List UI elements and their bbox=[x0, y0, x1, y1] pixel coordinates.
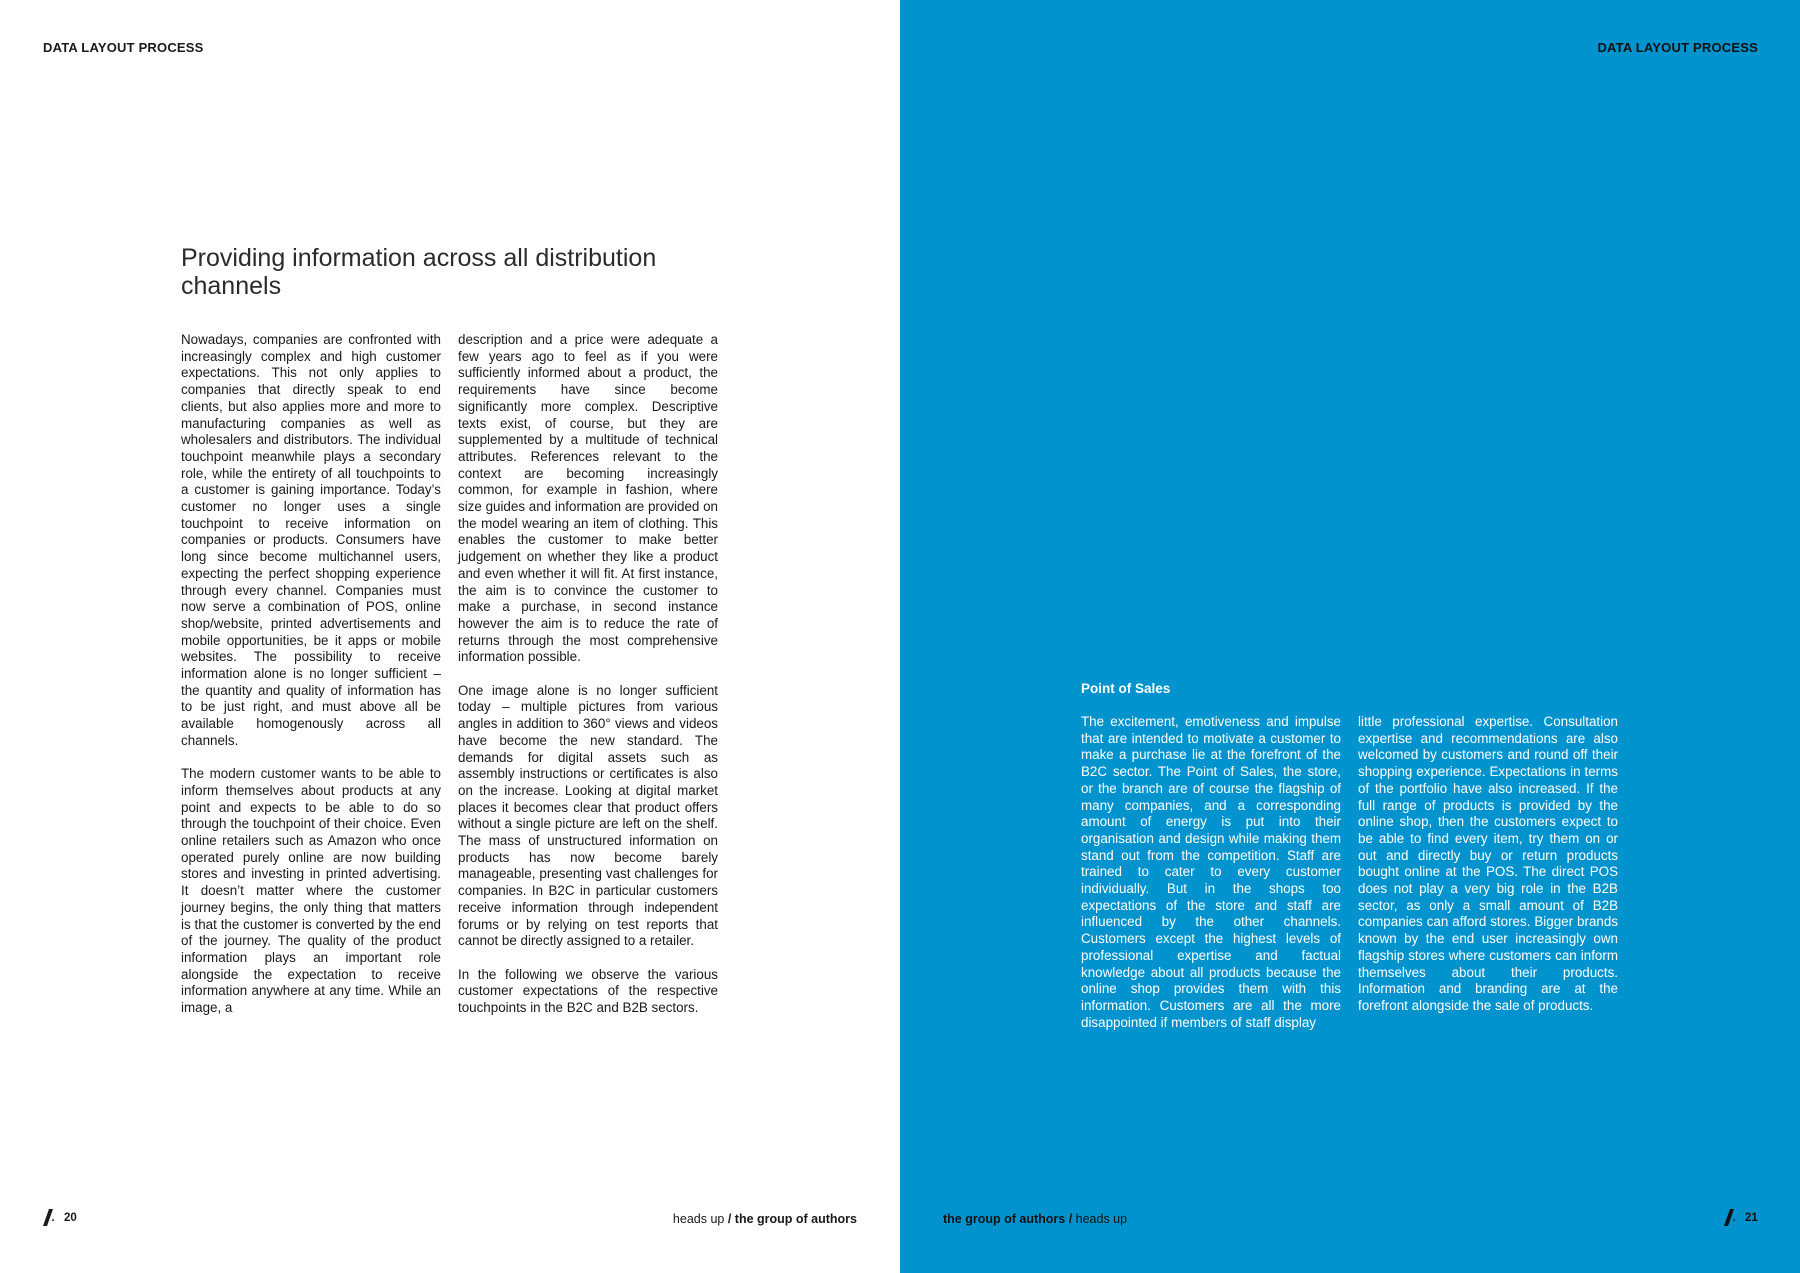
footer-credit bbox=[943, 1212, 1127, 1226]
page-headline: Providing information across all distribution channels bbox=[181, 244, 657, 300]
footer-light-text: heads up bbox=[1075, 1212, 1128, 1226]
paragraph: One image alone is no longer sufficient today – multiple pictures from various angles in addition to 360° views and videos have become the new standard. The demands for digital assets such as assembly instructions or certificates is also on the increase. Looking at digital market places it becomes clear that product offers without a single picture are left on the shelf. The mass of unstructured information on products has now become barely manageable, presenting vast challenges for companies. In B2C in particular customers receive information through independent forums or by relying on test reports that cannot be directly assigned to a retailer. bbox=[458, 682, 718, 949]
slash-logo-icon bbox=[43, 1209, 57, 1226]
section-title: Point of Sales bbox=[1081, 681, 1171, 696]
slash-logo-icon bbox=[1724, 1209, 1738, 1226]
right-page bbox=[900, 0, 1800, 1273]
running-head: DATA LAYOUT PROCESS bbox=[43, 40, 204, 55]
page-number: 20 bbox=[64, 1212, 77, 1224]
paragraph: The modern customer wants to be able to inform themselves about products at any point and expects to be able to do so through the touchpoint of their choice. Even online retailers such as Amazon who once operated purely online are now building stores and investing in printed advertising. It doesn’t matter where the customer journey begins, the only thing that matters is that the customer is converted by the end of the journey. The quality of the product information plays an important role alongside the expectation to receive information anywhere at any time. While an image, a bbox=[181, 766, 441, 1016]
running-head: DATA LAYOUT PROCESS bbox=[1597, 40, 1758, 55]
footer-separator: / bbox=[724, 1212, 735, 1226]
footer-light-text: heads up bbox=[672, 1212, 725, 1226]
paragraph: In the following we observe the various customer expectations of the respective touchpoints in the B2C and B2B sectors. bbox=[458, 966, 718, 1016]
footer-bold-text: the group of authors bbox=[734, 1212, 857, 1226]
footer-credit bbox=[673, 1212, 857, 1226]
text-column-2 bbox=[1358, 714, 1618, 1015]
text-column-1 bbox=[181, 332, 441, 1017]
page-number: 21 bbox=[1745, 1212, 1758, 1224]
text-column-2 bbox=[458, 332, 718, 1017]
paragraph: little professional expertise. Consultation expertise and recommendations are also welcomed by customers and round off their shopping experience. Expectations in terms of the portfolio have also increased. If the full range of products is provided by the online shop, then the customers expect to be able to find every item, try them on or out and directly buy or return products bought online at the POS. The direct POS does not play a very big role in the B2B sector, as only a small amount of B2B companies can afford stores. Bigger brands known by the end user increasingly own flagship stores where customers can inform themselves about their products. Information and branding are at the forefront alongside the sale of products. bbox=[1358, 714, 1618, 1013]
paragraph: The excitement, emotiveness and impulse that are intended to motivate a customer to make a purchase lie at the forefront of the B2C sector. The Point of Sales, the store, or the branch are of course the flagship of many companies, and a corresponding amount of energy is put into their organisation and design while making them stand out from the competition. Staff are trained to cater to every customer individually. But in the shops too expectations of the store and staff are influenced by the other channels. Customers except the highest levels of professional expertise and factual knowledge about all products because the online shop provides them with this information. Customers are all the more disappointed if members of staff display bbox=[1081, 714, 1341, 1030]
paragraph: description and a price were adequate a few years ago to feel as if you were sufficiently informed about a product, the requirements have since become significantly more complex. Descriptive texts exist, of course, but they are supplemented by a multitude of technical attributes. References relevant to the context are becoming increasingly common, for example in fashion, where size guides and information are provided on the model wearing an item of clothing. This enables the customer to make better judgement on whether they like a product and even whether it will fit. At first instance, the aim is to convince the customer to make a purchase, in second instance however the aim is to reduce the rate of returns through the most comprehensive information possible. bbox=[458, 332, 718, 665]
footer-separator: / bbox=[1065, 1212, 1076, 1226]
footer-bold-text: the group of authors bbox=[943, 1212, 1066, 1226]
text-column-1 bbox=[1081, 714, 1341, 1031]
paragraph: Nowadays, companies are confronted with increasingly complex and high customer expectations. This not only applies to companies that directly speak to end clients, but also applies more and more to manufacturing companies as well as wholesalers and distributors. The individual touchpoint meanwhile plays a secondary role, while the entirety of all touchpoints to a customer is gaining importance. Today’s customer no longer uses a single touchpoint to receive information on companies or products. Consumers have long since become multichannel users, expecting the perfect shopping experience through every channel. Companies must now serve a combination of POS, online shop/website, printed advertisements and mobile opportunities, be it apps or mobile websites. The possibility to receive information alone is no longer sufficient – the quantity and quality of information has to be just right, and must above all be available homogenously across all channels. bbox=[181, 332, 441, 748]
